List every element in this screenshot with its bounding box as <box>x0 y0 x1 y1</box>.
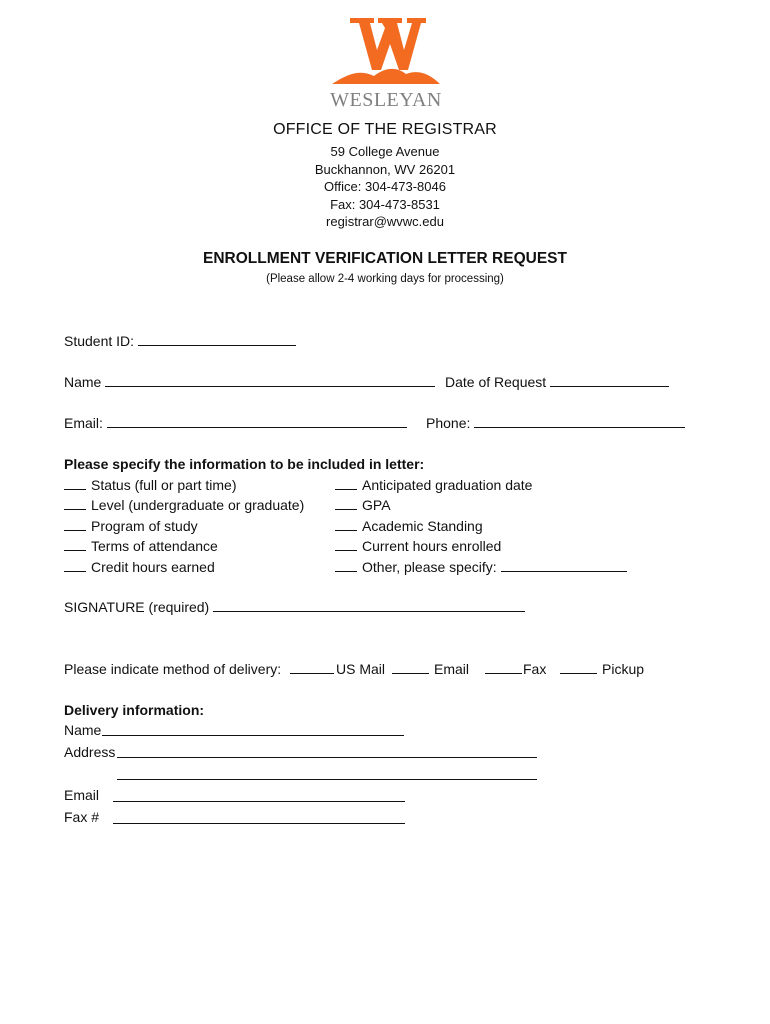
delivery-info-heading: Delivery information: <box>64 702 205 718</box>
email-label: Email: <box>64 415 103 431</box>
form-subtitle: (Please allow 2-4 working days for processing) <box>266 273 504 285</box>
checkbox-line[interactable] <box>64 476 86 490</box>
delivery-name-label: Name <box>64 722 102 738</box>
option-label: Other, please specify: <box>362 558 497 575</box>
option-graduation-date[interactable] <box>335 476 532 494</box>
date-line[interactable] <box>550 373 669 387</box>
checkbox-line[interactable] <box>335 476 357 490</box>
delivery-option-label: Fax <box>523 661 547 677</box>
checkbox-line[interactable] <box>485 660 522 674</box>
w-letter-icon <box>350 18 426 70</box>
option-label: Academic Standing <box>362 517 483 534</box>
signature-label: SIGNATURE (required) <box>64 599 210 615</box>
signature-line[interactable] <box>213 598 525 612</box>
other-specify-line[interactable] <box>501 558 627 572</box>
delivery-pickup[interactable] <box>560 660 644 678</box>
option-gpa[interactable] <box>335 496 391 514</box>
form-title: ENROLLMENT VERIFICATION LETTER REQUEST <box>203 250 567 267</box>
name-field[interactable] <box>64 373 435 391</box>
option-label: Terms of attendance <box>91 538 218 554</box>
option-status[interactable] <box>64 476 237 494</box>
option-label: Status (full or part time) <box>91 476 237 493</box>
delivery-fax-line[interactable] <box>113 823 405 824</box>
wesleyan-logo <box>330 14 442 110</box>
delivery-option-label: Email <box>434 661 470 677</box>
delivery-email-label: Email <box>64 787 100 803</box>
delivery-address-label: Address <box>64 744 116 760</box>
email-field[interactable] <box>64 414 407 432</box>
checkbox-line[interactable] <box>64 517 86 531</box>
checkbox-line[interactable] <box>64 496 86 510</box>
delivery-option-label: US Mail <box>336 661 386 677</box>
option-label: Level (undergraduate or graduate) <box>91 497 305 513</box>
delivery-method-label: Please indicate method of delivery: <box>64 661 282 677</box>
option-label: Program of study <box>91 517 198 534</box>
option-label: GPA <box>362 497 391 513</box>
checkbox-line[interactable] <box>335 496 357 510</box>
student-id-label: Student ID: <box>64 333 135 349</box>
office-phone: Office: 304-473-8046 <box>324 179 446 194</box>
option-academic-standing[interactable] <box>335 517 483 535</box>
checkbox-line[interactable] <box>64 537 86 551</box>
office-heading: OFFICE OF THE REGISTRAR <box>273 121 497 138</box>
date-label: Date of Request <box>445 374 547 390</box>
phone-field[interactable] <box>426 414 685 432</box>
option-current-hours[interactable] <box>335 537 501 555</box>
signature-field[interactable] <box>64 598 525 616</box>
option-level[interactable] <box>64 496 304 514</box>
delivery-name-line[interactable] <box>102 735 404 736</box>
phone-label: Phone: <box>426 415 471 431</box>
student-id-field[interactable] <box>64 332 296 350</box>
phone-line[interactable] <box>474 414 685 428</box>
checkbox-line[interactable] <box>392 660 429 674</box>
delivery-fax-label: Fax # <box>64 809 100 825</box>
checkbox-line[interactable] <box>560 660 597 674</box>
delivery-email[interactable] <box>392 660 469 678</box>
option-program[interactable] <box>64 517 198 535</box>
delivery-fax[interactable] <box>485 660 546 678</box>
option-label: Anticipated graduation date <box>362 476 533 493</box>
delivery-option-label: Pickup <box>602 661 645 677</box>
student-id-line[interactable] <box>138 332 296 346</box>
option-terms[interactable] <box>64 537 218 555</box>
fax-number: Fax: 304-473-8531 <box>330 196 440 212</box>
wesleyan-wordmark: WESLEYAN <box>330 89 442 110</box>
option-credit-hours[interactable] <box>64 558 215 576</box>
checkbox-line[interactable] <box>64 558 86 572</box>
checkbox-line[interactable] <box>290 660 334 674</box>
delivery-email-line[interactable] <box>113 801 405 802</box>
email-line[interactable] <box>107 414 407 428</box>
specify-heading: Please specify the information to be included in letter: <box>64 456 425 472</box>
delivery-us-mail[interactable] <box>290 660 385 678</box>
checkbox-line[interactable] <box>335 517 357 531</box>
name-label: Name <box>64 374 102 390</box>
delivery-address-line-1[interactable] <box>117 757 537 758</box>
date-of-request-field[interactable] <box>445 373 669 391</box>
name-line[interactable] <box>105 373 435 387</box>
option-label: Current hours enrolled <box>362 538 502 554</box>
delivery-address-line-2[interactable] <box>117 779 537 780</box>
checkbox-line[interactable] <box>335 558 357 572</box>
mountains-icon <box>332 69 440 84</box>
address-street: 59 College Avenue <box>330 144 440 159</box>
registrar-email: registrar@wvwc.edu <box>326 214 444 229</box>
address-city: Buckhannon, WV 26201 <box>314 161 456 177</box>
checkbox-line[interactable] <box>335 537 357 551</box>
option-other[interactable] <box>335 558 627 576</box>
option-label: Credit hours earned <box>91 558 215 575</box>
